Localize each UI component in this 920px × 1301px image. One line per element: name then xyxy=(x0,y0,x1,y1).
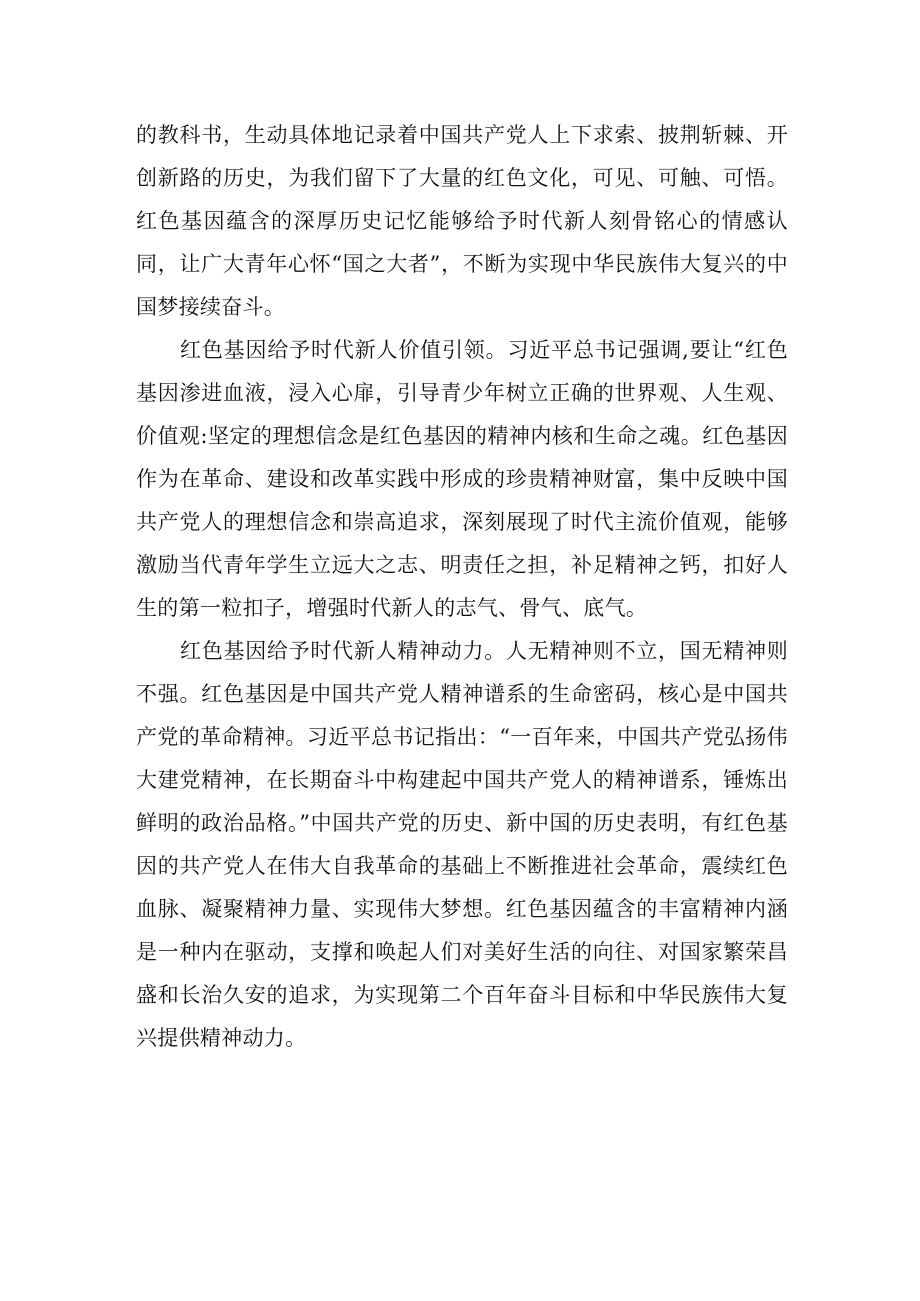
document-body xyxy=(136,114,788,1060)
paragraph-value-guidance: 红色基因给予时代新人价值引领。习近平总书记强调,要让“红色基因渗进血液，浸入心扉，引导青少年树立正确的世界观、人生观、价值观:坚定的理想信念是红色基因的精神内核和生命之魂。红色基因作为在革命、建设和改革实践中形成的珍贵精神财富，集中反映中国共产党人的理想信念和崇高追求，深刻展现了时代主流价值观，能够激励当代青年学生立远大之志、明责任之担，补足精神之钙，扣好人生的第一粒扣子，增强时代新人的志气、骨气、底气。 xyxy=(136,338,788,620)
paragraph-continuation: 的教科书，生动具体地记录着中国共产党人上下求索、披荆斩棘、开创新路的历史，为我们留下了大量的红色文化，可见、可触、可悟。红色基因蕴含的深厚历史记忆能够给予时代新人刻骨铭心的情感认同，让广大青年心怀“国之大者”，不断为实现中华民族伟大复兴的中国梦接续奋斗。 xyxy=(136,123,788,319)
paragraph-spiritual-motivation: 红色基因给予时代新人精神动力。人无精神则不立，国无精神则不强。红色基因是中国共产党人精神谱系的生命密码，核心是中国共产党的革命精神。习近平总书记指出：“一百年来，中国共产党弘扬伟大建党精神，在长期奋斗中构建起中国共产党人的精神谱系，锤炼出鲜明的政治品格。”中国共产党的历史、新中国的历史表明，有红色基因的共产党人在伟大自我革命的基础上不断推进社会革命，震续红色血脉、凝聚精神力量、实现伟大梦想。红色基因蕴含的丰富精神内涵是一种内在驱动，支撑和唤起人们对美好生活的向往、对国家繁荣昌盛和长治久安的追求，为实现第二个百年奋斗目标和中华民族伟大复兴提供精神动力。 xyxy=(136,639,788,1050)
